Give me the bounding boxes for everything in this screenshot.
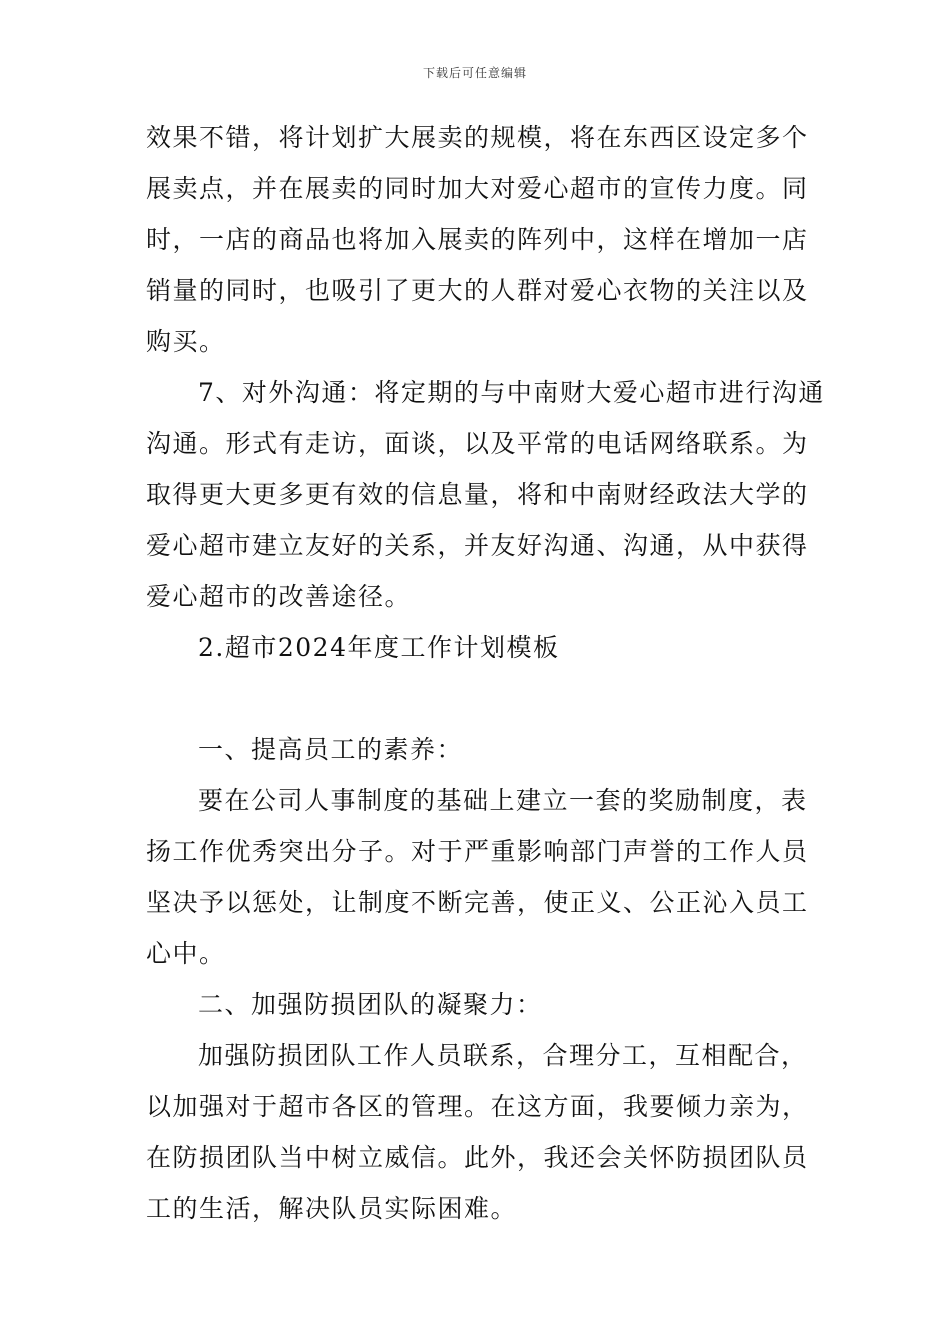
page-header-note: 下载后可任意编辑 [422,66,527,80]
section-heading: 2.超市2024年度工作计划模板 [198,633,560,662]
document-body [146,122,825,1244]
paragraph-line: 以加强对于超市各区的管理。在这方面，我要倾力亲为， [146,1092,809,1121]
paragraph-line: 展卖点，并在展卖的同时加大对爱心超市的宣传力度。同 [146,174,809,203]
paragraph-line: 7、对外沟通：将定期的与中南财大爱心超市进行沟通 [198,378,825,407]
paragraph-line: 购买。 [146,327,226,356]
paragraph-line: 扬工作优秀突出分子。对于严重影响部门声誉的工作人员 [146,837,809,866]
paragraph-line: 心中。 [146,939,226,968]
paragraph-line: 在防损团队当中树立威信。此外，我还会关怀防损团队员 [146,1143,809,1172]
blank-line [146,683,806,734]
paragraph-line: 坚决予以惩处，让制度不断完善，使正义、公正沁入员工 [146,888,809,917]
paragraph-line: 爱心超市的改善途径。 [146,582,412,611]
paragraph-line: 取得更大更多更有效的信息量，将和中南财经政法大学的 [146,480,809,509]
paragraph-line: 销量的同时，也吸引了更大的人群对爱心衣物的关注以及 [146,276,809,305]
paragraph-line: 爱心超市建立友好的关系，并友好沟通、沟通，从中获得 [146,531,809,560]
paragraph-line: 沟通。形式有走访，面谈，以及平常的电话网络联系。为 [146,429,809,458]
paragraph-line: 工的生活，解决队员实际困难。 [146,1194,518,1223]
paragraph-line: 要在公司人事制度的基础上建立一套的奖励制度，表 [198,786,808,815]
paragraph-line: 时，一店的商品也将加入展卖的阵列中，这样在增加一店 [146,225,809,254]
paragraph-line: 效果不错，将计划扩大展卖的规模，将在东西区设定多个 [146,123,809,152]
subsection-heading: 二、加强防损团队的凝聚力： [198,990,543,1019]
subsection-heading: 一、提高员工的素养： [198,735,464,764]
paragraph-line: 加强防损团队工作人员联系，合理分工，互相配合， [198,1041,808,1070]
